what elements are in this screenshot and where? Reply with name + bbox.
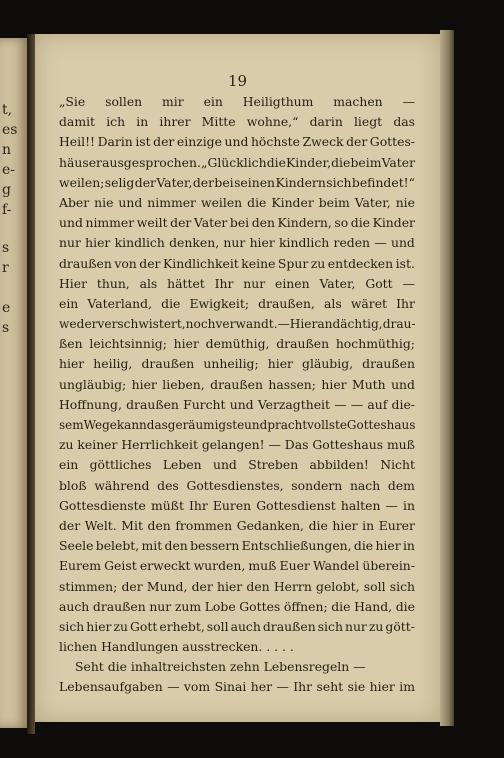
text-word: wurden,: [193, 558, 246, 574]
text-word: den: [147, 517, 171, 533]
text-word: ßen: [59, 336, 83, 352]
text-word: drau-: [382, 317, 416, 332]
text-word: hier: [332, 517, 358, 533]
text-word: draußen: [362, 356, 415, 372]
text-word: Leben: [162, 457, 202, 473]
text-line: [59, 597, 415, 617]
text-line: [59, 334, 415, 354]
text-word: die: [331, 154, 351, 170]
text-word: Welt.: [84, 517, 117, 533]
text-word: draußen: [262, 618, 316, 634]
text-word: leichtsinnig;: [89, 336, 167, 352]
text-word: ungläubig;: [59, 376, 127, 392]
text-word: in: [402, 497, 415, 513]
text-word: Vater,: [156, 174, 193, 190]
text-word: und: [229, 396, 254, 412]
text-word: in: [402, 538, 415, 554]
text-line: [59, 496, 415, 516]
text-word: Gottes: [239, 598, 281, 614]
left-page-fragment: g: [2, 182, 11, 198]
text-word: Aber: [59, 194, 90, 210]
text-word: Kindlichkeit: [163, 255, 239, 271]
text-word: Vater,: [354, 194, 391, 210]
text-word: selig: [104, 174, 135, 190]
text-word: göttliches: [89, 457, 152, 473]
text-line: [59, 677, 415, 697]
text-word: ist: [135, 134, 151, 150]
text-word: einzige: [176, 134, 222, 150]
text-line: [59, 233, 415, 253]
text-word: geräumigste: [167, 418, 245, 432]
text-word: —: [167, 679, 180, 695]
text-word: Seele: [59, 538, 94, 554]
text-word: —: [402, 275, 415, 291]
text-word: der: [346, 134, 368, 150]
text-word: —: [385, 497, 398, 513]
text-word: hier: [267, 356, 293, 372]
text-word: müßt: [150, 497, 184, 513]
text-word: Muth: [352, 376, 386, 392]
text-word: nur: [59, 235, 81, 251]
text-word: wohne,“: [246, 114, 299, 130]
text-word: draußen: [210, 376, 263, 392]
text-line: [59, 375, 415, 395]
text-word: —: [277, 317, 290, 332]
text-word: liegt: [353, 114, 383, 130]
left-page-fragment: t,: [2, 102, 13, 118]
text-word: mir: [162, 94, 184, 109]
text-word: den: [246, 578, 270, 594]
left-page-fragment: r: [2, 260, 9, 276]
text-word: Eurer: [378, 517, 415, 533]
text-word: Zweck: [302, 134, 344, 150]
text-word: noch: [185, 317, 216, 332]
text-word: Herrlichkeit: [121, 437, 198, 453]
text-word: Furcht: [183, 396, 226, 412]
text-word: Mit: [121, 517, 143, 533]
text-word: weilen: [200, 194, 243, 210]
text-word: gelobt,: [316, 578, 360, 594]
text-word: nur: [149, 598, 172, 614]
text-word: hier: [369, 679, 395, 695]
text-word: bessern: [190, 538, 240, 554]
text-word: nur: [223, 235, 246, 251]
text-word: nimmer: [147, 194, 196, 210]
text-word: hier: [375, 538, 401, 554]
book-page: [35, 34, 440, 722]
text-word: soll: [206, 618, 229, 634]
text-word: der: [192, 174, 214, 190]
text-word: beim: [350, 154, 382, 170]
text-word: überein-: [362, 558, 415, 574]
text-word: hochmüthig;: [335, 336, 415, 352]
text-line: [59, 536, 415, 556]
text-word: Gott: [130, 618, 158, 634]
text-word: Kindern,: [277, 215, 332, 231]
text-word: Vater: [193, 215, 228, 231]
text-word: damit: [59, 114, 96, 130]
text-word: —: [268, 437, 281, 453]
text-word: kann: [116, 418, 147, 432]
text-word: sich: [389, 578, 415, 594]
text-line: [59, 153, 415, 173]
text-word: so: [334, 215, 349, 231]
text-word: Vaterland,: [87, 295, 153, 311]
text-word: gött-: [385, 618, 415, 634]
text-word: Gotteshaus: [346, 418, 416, 432]
text-word: Ewigkeit;: [189, 295, 249, 311]
text-word: keiner: [77, 437, 118, 453]
text-word: ein: [203, 94, 223, 109]
text-word: demüthig,: [205, 336, 270, 352]
text-word: im: [399, 679, 415, 695]
text-word: einen: [275, 275, 310, 291]
text-word: Gottesdienst: [256, 497, 336, 513]
text-word: —: [334, 396, 347, 412]
text-word: von: [114, 255, 137, 271]
text-word: keine: [241, 255, 276, 271]
text-word: hassen;: [268, 376, 316, 392]
text-word: auch: [59, 598, 90, 614]
text-word: vom: [183, 679, 211, 695]
text-word: und: [390, 235, 415, 251]
text-word: weilt: [136, 215, 168, 231]
text-word: heilig,: [93, 356, 133, 372]
text-word: Kinder,: [286, 154, 332, 170]
text-word: bloß: [59, 477, 87, 493]
text-word: Lebensaufgaben: [59, 679, 163, 695]
text-word: Mitte: [201, 114, 236, 130]
text-word: erweckt: [139, 558, 191, 574]
text-line: Seht die inhaltreichsten zehn Lebensregeln —: [75, 659, 366, 675]
text-word: der: [170, 215, 192, 231]
text-word: kindlich: [279, 235, 330, 251]
text-word: öffnen;: [283, 598, 328, 614]
text-word: Geist: [104, 558, 137, 574]
text-word: nur: [344, 618, 367, 634]
text-word: —: [276, 679, 289, 695]
text-word: und: [224, 134, 249, 150]
text-line: [59, 516, 415, 536]
text-word: zu: [59, 437, 74, 453]
text-word: ein: [59, 457, 79, 473]
text-word: und: [391, 376, 415, 392]
text-word: Darin: [97, 134, 133, 150]
text-word: draußen: [92, 598, 146, 614]
text-word: Entschließungen,: [241, 538, 352, 554]
text-word: hier: [86, 618, 112, 634]
text-word: draußen,: [258, 295, 315, 311]
text-word: Kinder: [271, 194, 314, 210]
text-word: Kinder: [372, 215, 415, 231]
text-word: die: [266, 154, 286, 170]
left-page-fragment: e-: [2, 162, 16, 178]
text-word: seinen: [234, 174, 276, 190]
text-word: wäret: [350, 295, 388, 311]
text-word: auch: [230, 618, 261, 634]
text-line: [59, 294, 415, 314]
text-word: in: [362, 517, 375, 533]
text-word: draußen: [126, 396, 179, 412]
text-word: lieben,: [162, 376, 205, 392]
text-line: [59, 617, 415, 637]
text-word: muß: [248, 558, 277, 574]
text-word: zum: [174, 598, 202, 614]
text-word: bei: [229, 215, 250, 231]
text-word: Eurem: [59, 558, 102, 574]
left-page-fragment: s: [2, 240, 10, 256]
text-word: den: [164, 538, 188, 554]
text-word: der: [191, 578, 213, 594]
text-word: draußen: [141, 356, 195, 372]
text-word: die: [161, 295, 181, 311]
text-word: das: [393, 114, 415, 130]
text-line: [59, 193, 415, 213]
text-word: hier: [217, 578, 243, 594]
text-word: Vater: [381, 154, 415, 170]
text-line: [59, 435, 415, 455]
text-word: unheilig;: [203, 356, 259, 372]
text-word: frommen: [175, 517, 233, 533]
text-word: Euer: [279, 558, 310, 574]
text-line: [59, 455, 415, 475]
text-word: Gottesdienste: [59, 497, 146, 513]
text-word: ein: [59, 295, 79, 311]
text-word: Sinai: [214, 679, 247, 695]
text-line: [59, 577, 415, 597]
text-word: während: [94, 477, 150, 493]
text-word: ausgesprochen.: [102, 154, 201, 170]
text-word: soll: [363, 578, 386, 594]
text-word: „Sie: [59, 94, 86, 109]
text-line: [59, 112, 415, 132]
text-word: mit: [141, 538, 163, 554]
text-word: nie: [395, 194, 415, 210]
text-word: und: [212, 457, 237, 473]
text-word: Heiligthum: [242, 94, 314, 109]
text-word: des: [157, 477, 179, 493]
text-word: Ihr: [293, 679, 313, 695]
text-word: ist.: [395, 255, 415, 271]
text-word: gelangen!: [201, 437, 265, 453]
text-word: Verzagtheit: [257, 396, 330, 412]
text-word: sem: [59, 418, 84, 432]
left-page-fragment: s: [2, 320, 10, 336]
text-word: Streben: [248, 457, 299, 473]
text-word: Wandel: [312, 558, 360, 574]
text-word: und: [59, 215, 83, 231]
text-word: reden: [333, 235, 371, 251]
text-word: Herrn: [273, 578, 312, 594]
text-word: der: [153, 134, 175, 150]
text-word: beim: [318, 194, 350, 210]
text-word: gläubig,: [302, 356, 354, 372]
text-word: andächtig,: [317, 317, 383, 332]
text-word: die: [331, 598, 351, 614]
text-word: verschwistert,: [97, 317, 186, 332]
text-line: [59, 556, 415, 576]
text-word: muß: [386, 437, 415, 453]
text-word: sich: [326, 174, 352, 190]
text-word: die: [395, 598, 415, 614]
text-word: Ihr: [189, 497, 208, 513]
text-word: erhebt,: [159, 618, 205, 634]
text-word: Ihr: [396, 295, 415, 311]
text-word: der: [134, 174, 156, 190]
text-word: hier: [249, 235, 275, 251]
text-word: die: [247, 194, 267, 210]
text-word: machen: [333, 94, 383, 109]
text-word: hier: [321, 376, 347, 392]
text-word: Gedanken,: [236, 517, 304, 533]
text-word: Euren: [212, 497, 252, 513]
text-word: nimmer: [85, 215, 135, 231]
text-word: Lobe: [204, 598, 236, 614]
text-word: zu: [368, 618, 384, 634]
text-word: zu: [310, 255, 326, 271]
text-word: —: [374, 235, 387, 251]
text-word: Gotteshaus: [312, 437, 384, 453]
text-word: Mund,: [146, 578, 188, 594]
text-word: nach: [349, 477, 381, 493]
text-word: weder: [59, 317, 98, 332]
text-line: [59, 132, 415, 152]
text-word: der: [59, 517, 81, 533]
text-word: Kindern: [275, 174, 326, 190]
text-word: bei: [214, 174, 234, 190]
text-line: [59, 314, 415, 334]
text-word: Hand,: [354, 598, 393, 614]
text-word: die: [353, 538, 374, 554]
page-text-block: [59, 92, 415, 698]
text-word: prachtvollste: [267, 418, 347, 432]
text-word: dem: [387, 477, 415, 493]
text-word: höchste: [250, 134, 300, 150]
text-line: [59, 92, 415, 112]
text-line: [59, 274, 415, 294]
text-word: Gottesdienstes,: [186, 477, 284, 493]
text-word: draußen: [59, 255, 112, 271]
text-word: stimmen;: [59, 578, 118, 594]
text-word: Heil!!: [59, 134, 96, 150]
text-word: seht: [316, 679, 344, 695]
text-word: auf: [367, 396, 388, 412]
text-word: befindet!“: [351, 174, 415, 190]
text-word: „Glücklich: [201, 154, 267, 170]
text-word: thun,: [96, 275, 130, 291]
text-word: sollen: [105, 94, 143, 109]
text-word: sie: [347, 679, 366, 695]
text-word: hier: [59, 356, 85, 372]
text-word: kindlich: [114, 235, 165, 251]
text-word: sich: [59, 618, 85, 634]
text-word: und: [118, 194, 143, 210]
text-line: lichen Handlungen ausstrecken. . . . .: [59, 639, 294, 655]
text-word: belebt,: [95, 538, 140, 554]
text-word: Hoffnung,: [59, 396, 122, 412]
text-word: Das: [284, 437, 309, 453]
text-word: halten: [340, 497, 381, 513]
text-word: darin: [309, 114, 343, 130]
text-line: [59, 476, 415, 496]
text-word: verwandt.: [215, 317, 278, 332]
text-line: [59, 395, 415, 415]
text-word: die: [350, 215, 370, 231]
text-line: [59, 173, 415, 193]
text-word: Vater,: [319, 275, 356, 291]
text-word: Ihr: [214, 275, 234, 291]
text-word: Nicht: [380, 457, 415, 473]
text-word: Gott: [365, 275, 393, 291]
text-word: als: [139, 275, 158, 291]
text-word: her: [250, 679, 273, 695]
text-word: denken,: [169, 235, 220, 251]
text-line: [59, 213, 415, 233]
text-word: hier: [173, 336, 199, 352]
text-word: die: [308, 517, 328, 533]
text-word: und: [244, 418, 268, 432]
page-stack-edge: [440, 30, 454, 726]
text-word: der: [139, 255, 161, 271]
text-word: Spur: [277, 255, 309, 271]
text-word: Hier: [289, 317, 318, 332]
text-word: entdecken: [327, 255, 394, 271]
text-word: abbilden!: [309, 457, 369, 473]
text-word: die-: [391, 396, 415, 412]
text-word: Gottes-: [369, 134, 415, 150]
text-word: als: [323, 295, 342, 311]
text-word: —: [350, 396, 364, 412]
text-word: hier: [131, 376, 157, 392]
text-word: nur: [243, 275, 266, 291]
text-word: in: [136, 114, 149, 130]
text-word: sondern: [291, 477, 343, 493]
text-word: hier: [85, 235, 111, 251]
text-word: ich: [106, 114, 126, 130]
left-page-fragment: f-: [2, 202, 12, 218]
left-page-fragment: n: [2, 142, 12, 158]
left-page-edge: [0, 38, 29, 728]
text-word: sich: [317, 618, 343, 634]
book-spine-shadow: [27, 34, 35, 734]
text-word: ihrer: [159, 114, 191, 130]
text-word: der: [121, 578, 143, 594]
text-line: [59, 354, 415, 374]
text-word: —: [402, 94, 415, 109]
text-line: [59, 415, 415, 435]
left-page-fragment: e: [2, 300, 11, 316]
text-word: hättet: [167, 275, 205, 291]
text-line: [59, 254, 415, 274]
text-word: zu: [113, 618, 128, 634]
text-word: Wege: [83, 418, 117, 432]
text-word: draußen: [276, 336, 330, 352]
text-word: den: [251, 215, 275, 231]
text-word: nie: [94, 194, 114, 210]
page-number: 19: [227, 72, 248, 90]
text-word: häuser: [59, 154, 102, 170]
text-word: weilen;: [59, 174, 105, 190]
text-word: das: [146, 418, 168, 432]
left-page-fragment: es: [2, 122, 18, 138]
text-word: Hier: [59, 275, 88, 291]
